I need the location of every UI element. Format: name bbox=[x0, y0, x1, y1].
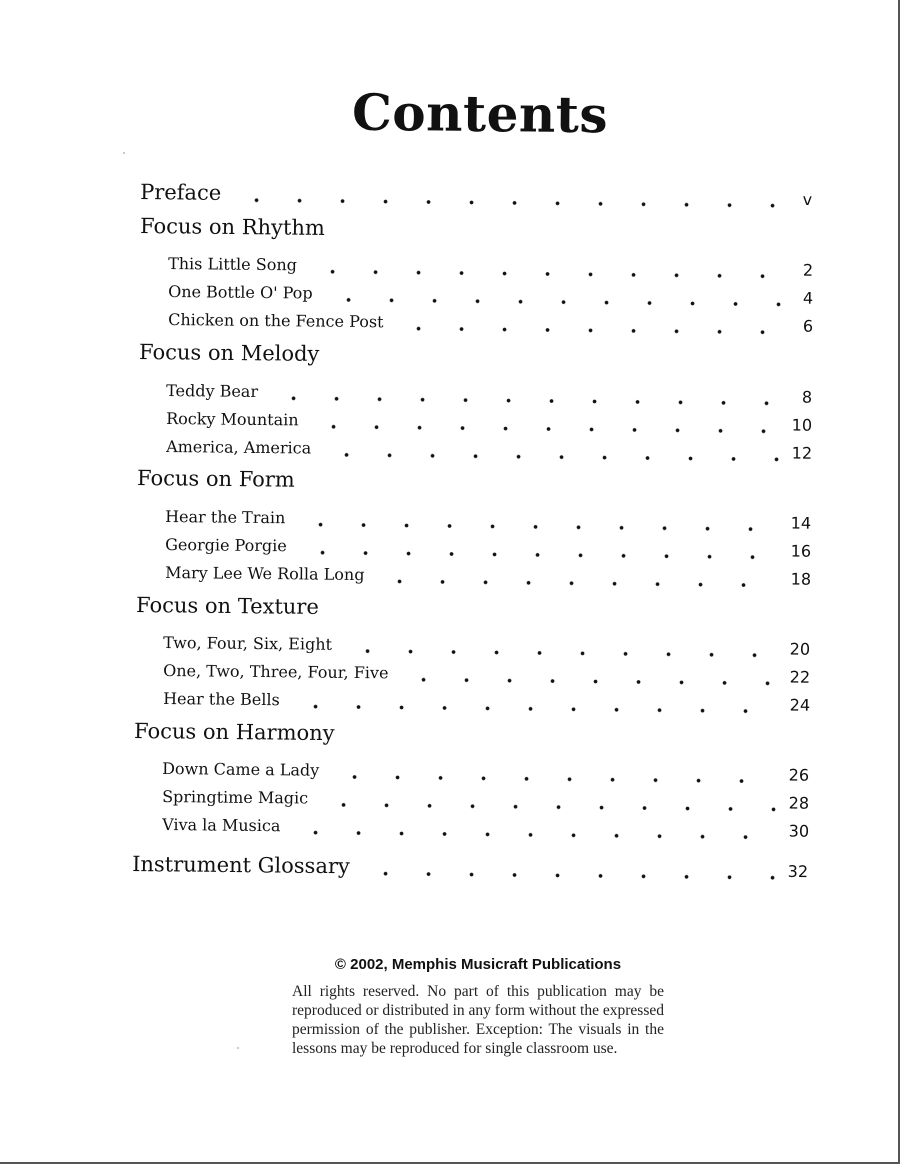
toc-entry-label: One Bottle O' Pop bbox=[168, 282, 319, 306]
toc-page-number: 16 bbox=[790, 541, 812, 561]
dot-leader bbox=[227, 176, 782, 212]
toc-entry-label: Two, Four, Six, Eight bbox=[163, 633, 338, 657]
toc-page-number: 24 bbox=[789, 695, 811, 715]
toc-entry-label: Down Came a Lady bbox=[162, 759, 325, 783]
scan-speck bbox=[123, 152, 125, 154]
toc-entry-label: Rocky Mountain bbox=[166, 409, 305, 432]
toc-page-number: 6 bbox=[802, 316, 814, 336]
toc-entry-label: Mary Lee We Rolla Long bbox=[165, 563, 371, 587]
toc-page-number: 10 bbox=[791, 415, 813, 435]
toc-page-number: 14 bbox=[790, 513, 812, 533]
toc-entry bbox=[168, 302, 813, 339]
toc-entry-label: America, America bbox=[166, 437, 317, 461]
section-heading-melody: Focus on Melody bbox=[139, 340, 320, 366]
toc-entry-label: Instrument Glossary bbox=[132, 852, 356, 879]
toc-entry-preface bbox=[140, 175, 812, 212]
dot-leader bbox=[286, 682, 781, 717]
section-heading-rhythm: Focus on Rhythm bbox=[140, 214, 325, 240]
toc-page-number: v bbox=[802, 189, 813, 210]
toc-entry-label: Springtime Magic bbox=[162, 787, 314, 811]
toc-entry-label: Chicken on the Fence Post bbox=[168, 310, 390, 334]
toc-entry bbox=[165, 555, 811, 592]
toc-entry-label: Preface bbox=[140, 180, 227, 206]
toc-page-number: 22 bbox=[789, 667, 811, 687]
dot-leader bbox=[317, 431, 782, 466]
scan-speck bbox=[237, 1047, 239, 1049]
section-heading-harmony: Focus on Harmony bbox=[134, 719, 335, 746]
section-heading-texture: Focus on Texture bbox=[136, 593, 319, 619]
dot-leader bbox=[286, 808, 779, 843]
section-heading-form: Focus on Form bbox=[137, 466, 295, 492]
copyright-line: © 2002, Memphis Musicraft Publications bbox=[334, 956, 622, 973]
toc-entry-label: Hear the Bells bbox=[163, 689, 286, 712]
toc-entry-label: One, Two, Three, Four, Five bbox=[163, 661, 395, 685]
toc-page-number: 18 bbox=[790, 569, 812, 589]
toc-entry-glossary bbox=[132, 847, 808, 884]
toc-page-number: 32 bbox=[787, 861, 809, 882]
toc-page-number: 8 bbox=[801, 387, 813, 407]
toc-page-number: 12 bbox=[791, 443, 813, 463]
toc-page-number: 28 bbox=[788, 793, 810, 813]
toc-page-number: 20 bbox=[789, 639, 811, 659]
toc-entry bbox=[162, 807, 809, 844]
toc-page-number: 26 bbox=[788, 765, 810, 785]
copyright-block bbox=[292, 956, 664, 1086]
toc-page-number: 2 bbox=[802, 260, 814, 280]
dot-leader bbox=[389, 304, 783, 338]
toc-entry bbox=[166, 429, 812, 466]
toc-entry-label: Hear the Train bbox=[165, 507, 291, 530]
page-title: Contents bbox=[351, 82, 609, 145]
toc-entry-label: Teddy Bear bbox=[166, 381, 264, 404]
toc-entry-label: Georgie Porgie bbox=[165, 535, 293, 558]
dot-leader bbox=[356, 849, 779, 883]
toc-page-number: 4 bbox=[802, 288, 814, 308]
toc-entry-label: This Little Song bbox=[168, 254, 303, 277]
rights-notice: All rights reserved. No part of this publication may be reproduced or distributed in any form without the expressed permission of the publisher. Exception: The visuals in the lessons may be reproduced for single classroom use. bbox=[292, 983, 664, 1057]
toc-page-number: 30 bbox=[788, 821, 810, 841]
toc-entry bbox=[163, 681, 810, 718]
dot-leader bbox=[370, 557, 781, 591]
toc-entry-label: Viva la Musica bbox=[162, 815, 287, 838]
